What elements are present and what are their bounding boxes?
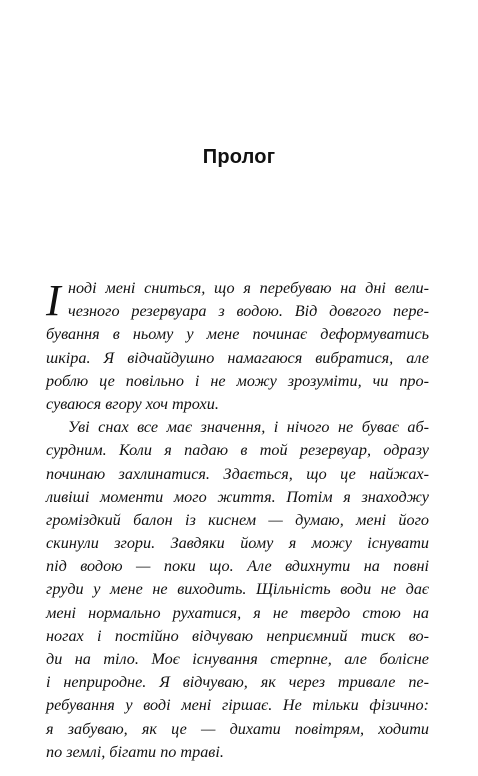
text-line: і неприродне. Я відчуваю, як через тривале пе- [46,673,429,692]
text-line: Уві снах все має значення, і нічого не буває аб- [68,418,429,437]
text-line: мені нормально рухатися, я не твердо стою на [46,603,429,622]
text-line: я забуваю, як це — дихати повітрям, ходити [46,719,429,738]
text-line: ноді мені сниться, що я перебуваю на дні вели- [68,279,429,297]
text-line: ногах і постійно відчуваю неприємний тиск во- [46,626,429,645]
text-line: громіздкий балон із киснем — думаю, мені його [46,510,429,529]
text-line: роблю це повільно і не можу зрозуміти, чи про- [46,371,429,390]
text-line: скинули згори. Завдяки йому я можу існувати [46,534,429,553]
text-line: під водою — поки що. Але вдихнути на повні [46,557,429,576]
body-text [46,277,429,764]
text-line: по землі, бігати по траві. [46,742,224,761]
text-line: груди у мене не виходить. Щільність води не дає [46,580,429,599]
paragraph-2 [46,416,429,764]
text-line: суваюся вгору хоч трохи. [46,394,219,413]
text-line: чезного резервуара з водою. Від довгого пере- [68,302,429,321]
text-line: ди на тіло. Моє існування стерпне, але болісне [46,650,429,668]
text-line: бування в ньому у мене починає деформуватись [46,325,429,344]
paragraph-1 [46,277,429,416]
text-line: починаю захлинатися. Здається, що це найжах- [46,464,429,483]
drop-cap-letter: І [46,276,61,325]
text-line: шкіра. Я відчайдушно намагаюся вибратися, але [46,348,429,367]
text-line: ребування у воді мені гіршає. Не тільки фізично: [46,696,429,715]
text-line: сурдним. Коли я падаю в той резервуар, одразу [46,441,429,460]
chapter-title: Пролог [202,146,276,168]
text-line: ливіші моменти мого життя. Потім я знаходжу [46,487,429,506]
